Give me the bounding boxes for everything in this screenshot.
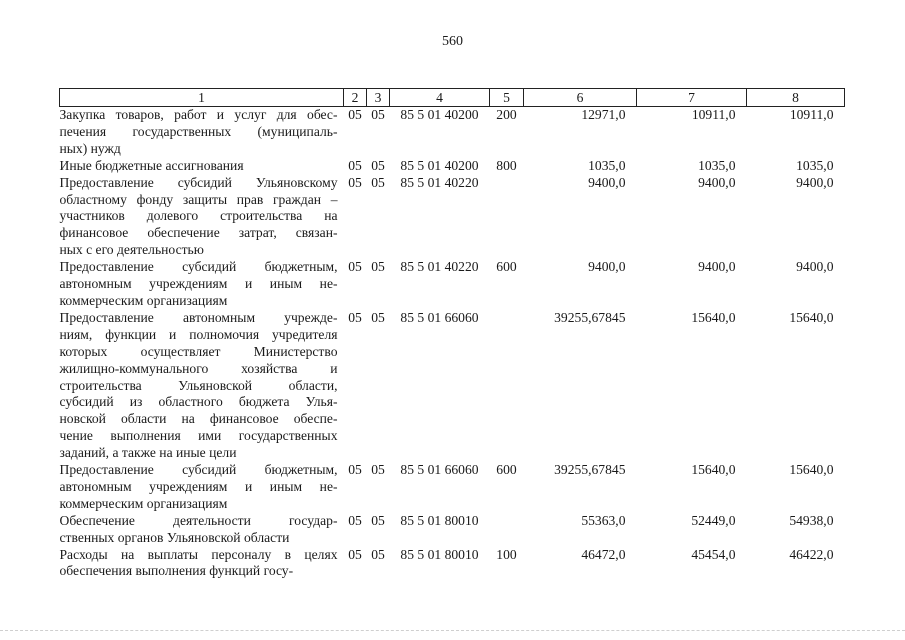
- target-article-cell: 85 5 01 66060: [400, 462, 479, 478]
- description-line: автономным учреждениям и иным не-: [59, 276, 338, 292]
- subsection-cell: 05: [371, 309, 385, 325]
- table-row: [60, 547, 845, 581]
- budget-table: [59, 88, 845, 580]
- description-line: коммерческим организациям: [59, 495, 228, 511]
- column-header-5: 5: [490, 89, 524, 107]
- description-line: финансовое обеспечение затрат, связан-: [59, 225, 338, 241]
- subsection-cell: 05: [371, 259, 385, 275]
- description-line: обеспечения выполнения функций госу-: [59, 563, 294, 579]
- amount-col6-cell: 9400,0: [588, 259, 626, 275]
- description-line: заданий, а также на иные цели: [59, 445, 237, 461]
- description-line: ных) нужд: [59, 140, 121, 156]
- column-header-3: 3: [367, 89, 390, 107]
- column-header-7: 7: [637, 89, 747, 107]
- amount-col8-cell: 10911,0: [789, 107, 834, 122]
- page-number: 560: [442, 34, 463, 49]
- description-cell: [60, 547, 344, 581]
- expense-type-cell: 600: [496, 462, 517, 478]
- description-line: субсидий из областного бюджета Улья-: [59, 394, 338, 410]
- target-article-cell: 85 5 01 40220: [400, 174, 479, 190]
- expense-type-cell: 200: [496, 107, 517, 122]
- amount-col8-cell: 15640,0: [789, 309, 834, 325]
- subsection-cell: 05: [371, 512, 385, 528]
- target-article-cell: 85 5 01 80010: [400, 546, 479, 562]
- amount-col6-cell: 9400,0: [588, 174, 626, 190]
- column-header-6: 6: [524, 89, 637, 107]
- description-line: ниям, функции и полномочия учредителя: [59, 326, 338, 342]
- table-row: [60, 513, 845, 547]
- amount-col6-cell: 39255,67845: [554, 309, 626, 325]
- amount-col8-cell: 1035,0: [796, 157, 834, 173]
- description-line: участников долевого строительства на: [59, 208, 338, 224]
- section-cell: 05: [348, 259, 362, 275]
- amount-col7-cell: 1035,0: [698, 157, 736, 173]
- table-row: [60, 175, 845, 260]
- description-line: печения государственных (муниципаль-: [59, 123, 338, 139]
- table-body: [60, 107, 845, 581]
- description-line: ных с его деятельностью: [59, 242, 204, 258]
- target-article-cell: 85 5 01 40200: [400, 157, 479, 173]
- section-cell: 05: [348, 512, 362, 528]
- table-row: [60, 310, 845, 462]
- expense-type-cell: [490, 513, 524, 547]
- table-row: [60, 158, 845, 175]
- column-header-4: 4: [390, 89, 490, 107]
- description-cell: [60, 462, 344, 513]
- expense-type-cell: 600: [496, 259, 517, 275]
- description-line: строительства Ульяновской области,: [59, 377, 338, 393]
- target-article-cell: 85 5 01 40220: [400, 259, 479, 275]
- column-header-1: 1: [60, 89, 344, 107]
- description-line: Предоставление субсидий бюджетным,: [59, 259, 338, 275]
- page-edge-rule: [0, 630, 905, 631]
- column-header-8: 8: [747, 89, 845, 107]
- description-line: коммерческим организациям: [59, 292, 228, 308]
- description-line: ственных органов Ульяновской области: [59, 529, 290, 545]
- amount-col7-cell: 52449,0: [691, 512, 736, 528]
- description-line: Расходы на выплаты персоналу в целях: [59, 546, 338, 562]
- expense-type-cell: 800: [496, 157, 517, 173]
- description-line: Закупка товаров, работ и услуг для обес-: [59, 107, 338, 122]
- section-cell: 05: [348, 309, 362, 325]
- column-header-2: 2: [344, 89, 367, 107]
- description-line: Иные бюджетные ассигнования: [59, 157, 244, 173]
- amount-col7-cell: 45454,0: [691, 546, 736, 562]
- description-cell: [60, 158, 344, 175]
- description-cell: [60, 107, 344, 158]
- description-cell: [60, 259, 344, 310]
- amount-col7-cell: 15640,0: [691, 309, 736, 325]
- description-cell: [60, 310, 344, 462]
- amount-col6-cell: 46472,0: [581, 546, 626, 562]
- subsection-cell: 05: [371, 546, 385, 562]
- description-line: жилищно-коммунального хозяйства и: [59, 360, 338, 376]
- amount-col6-cell: 12971,0: [581, 107, 626, 122]
- description-cell: [60, 175, 344, 260]
- expense-type-cell: [490, 175, 524, 260]
- description-line: чение выполнения ими государственных: [59, 428, 338, 444]
- amount-col8-cell: 46422,0: [789, 546, 834, 562]
- amount-col8-cell: 54938,0: [789, 512, 834, 528]
- amount-col8-cell: 9400,0: [796, 174, 834, 190]
- subsection-cell: 05: [371, 462, 385, 478]
- amount-col7-cell: 10911,0: [691, 107, 736, 122]
- amount-col6-cell: 39255,67845: [554, 462, 626, 478]
- description-line: областному фонду защиты прав граждан –: [59, 191, 338, 207]
- target-article-cell: 85 5 01 40200: [400, 107, 479, 122]
- amount-col6-cell: 1035,0: [588, 157, 626, 173]
- amount-col8-cell: 9400,0: [796, 259, 834, 275]
- amount-col7-cell: 9400,0: [698, 174, 736, 190]
- description-line: которых осуществляет Министерство: [59, 343, 338, 359]
- expense-type-cell: [490, 310, 524, 462]
- section-cell: 05: [348, 107, 362, 122]
- description-line: Предоставление субсидий бюджетным,: [59, 462, 338, 478]
- target-article-cell: 85 5 01 80010: [400, 512, 479, 528]
- subsection-cell: 05: [371, 174, 385, 190]
- target-article-cell: 85 5 01 66060: [400, 309, 479, 325]
- amount-col6-cell: 55363,0: [581, 512, 626, 528]
- description-line: новской области на финансовое обеспе-: [59, 411, 338, 427]
- section-cell: 05: [348, 157, 362, 173]
- description-line: автономным учреждениям и иным не-: [59, 478, 338, 494]
- expense-type-cell: 100: [496, 546, 517, 562]
- table-row: [60, 259, 845, 310]
- description-line: Предоставление автономным учрежде-: [59, 309, 338, 325]
- subsection-cell: 05: [371, 157, 385, 173]
- table-header-row: [60, 89, 845, 107]
- description-line: Предоставление субсидий Ульяновскому: [59, 174, 338, 190]
- description-cell: [60, 513, 344, 547]
- amount-col7-cell: 15640,0: [691, 462, 736, 478]
- section-cell: 05: [348, 546, 362, 562]
- amount-col8-cell: 15640,0: [789, 462, 834, 478]
- description-line: Обеспечение деятельности государ-: [59, 512, 338, 528]
- section-cell: 05: [348, 174, 362, 190]
- subsection-cell: 05: [371, 107, 385, 122]
- table-row: [60, 462, 845, 513]
- amount-col7-cell: 9400,0: [698, 259, 736, 275]
- table-row: [60, 107, 845, 158]
- section-cell: 05: [348, 462, 362, 478]
